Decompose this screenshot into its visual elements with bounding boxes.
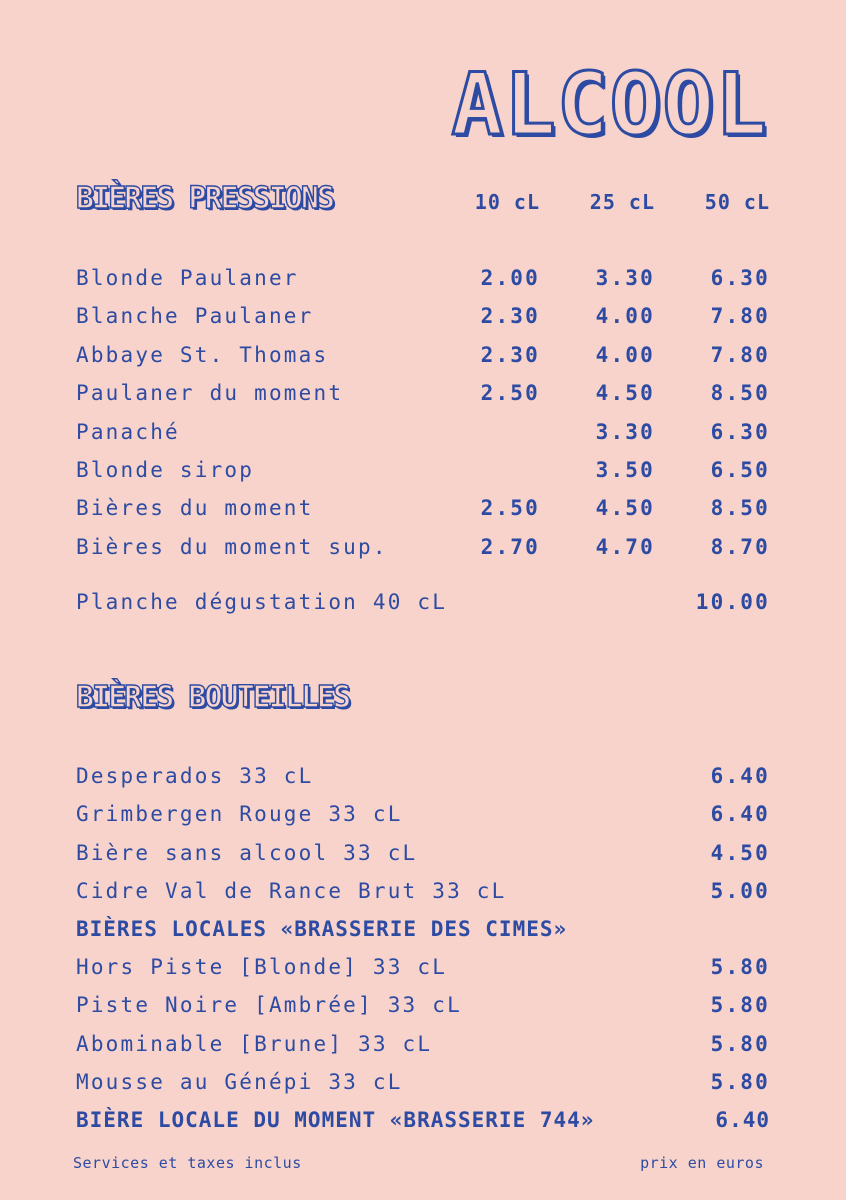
draft-row	[76, 266, 770, 296]
draft-row	[76, 343, 770, 373]
item-price: 5.00	[710, 879, 770, 904]
item-name: Abbaye St. Thomas	[76, 342, 329, 367]
local-row	[76, 1070, 770, 1100]
footer-taxes: Services et taxes inclus	[73, 1154, 302, 1172]
item-price: 6.40	[715, 1108, 770, 1132]
column-10cl: 10 cL	[474, 190, 540, 214]
price-25cl: 4.50	[595, 496, 655, 521]
item-price: 5.80	[710, 955, 770, 979]
item-name: Bière sans alcool 33 cL	[76, 840, 418, 865]
item-name: Paulaner du moment	[76, 381, 344, 406]
local-heading-text: BIÈRES LOCALES «BRASSERIE DES CIMES»	[76, 917, 568, 941]
price-10cl: 2.30	[480, 342, 540, 367]
price-10cl: 2.50	[480, 381, 540, 406]
item-name: Hors Piste [Blonde] 33 cL	[76, 955, 448, 979]
item-name: Mousse au Génépi 33 cL	[76, 1070, 403, 1095]
draft-row	[76, 496, 770, 526]
price-25cl: 4.50	[595, 381, 655, 406]
item-name: Panaché	[76, 419, 180, 444]
item-name: Planche dégustation 40 cL	[76, 590, 448, 614]
price-50cl: 7.80	[710, 304, 770, 329]
bottle-row	[76, 764, 770, 794]
item-price: 4.50	[710, 840, 770, 865]
price-50cl: 8.70	[710, 534, 770, 559]
bottled-beers-heading: BIÈRES BOUTEILLES	[76, 680, 350, 715]
price-25cl: 4.00	[595, 304, 655, 329]
special-row	[76, 1108, 770, 1138]
draft-row	[76, 304, 770, 334]
price-10cl: 2.50	[480, 496, 540, 521]
item-price: 5.80	[710, 993, 770, 1018]
price-10cl: 2.00	[480, 266, 540, 290]
item-name: Blanche Paulaner	[76, 304, 314, 329]
price-25cl: 3.30	[595, 266, 655, 290]
item-name: Bières du moment	[76, 496, 314, 521]
draft-row	[76, 535, 770, 565]
price-25cl: 3.30	[595, 419, 655, 444]
item-name: Piste Noire [Ambrée] 33 cL	[76, 993, 462, 1018]
draft-row	[76, 381, 770, 411]
item-price: 6.40	[710, 802, 770, 827]
item-name: Abominable [Brune] 33 cL	[76, 1031, 433, 1056]
price-50cl: 6.30	[710, 419, 770, 444]
item-name: Bières du moment sup.	[76, 534, 388, 559]
price-50cl: 6.30	[710, 266, 770, 290]
price-50cl: 7.80	[710, 342, 770, 367]
price-10cl: 2.30	[480, 304, 540, 329]
menu-title: ALCOOL	[451, 55, 768, 155]
price-25cl: 4.00	[595, 342, 655, 367]
column-25cl: 25 cL	[589, 190, 655, 214]
local-beers-heading	[76, 917, 770, 947]
column-50cl: 50 cL	[704, 190, 770, 214]
price-25cl: 4.70	[595, 534, 655, 559]
price-50cl: 8.50	[710, 381, 770, 406]
draft-beers-heading: BIÈRES PRESSIONS	[76, 181, 333, 216]
item-name: Blonde sirop	[76, 458, 255, 482]
tasting-row	[76, 590, 770, 620]
item-name: BIÈRE LOCALE DU MOMENT «BRASSERIE 744»	[76, 1108, 595, 1132]
item-name: Blonde Paulaner	[76, 266, 299, 290]
bottle-row	[76, 841, 770, 871]
item-name: Grimbergen Rouge 33 cL	[76, 802, 403, 827]
price-25cl: 3.50	[595, 458, 655, 482]
local-row	[76, 1032, 770, 1062]
item-name: Desperados 33 cL	[76, 764, 314, 788]
price-50cl: 8.50	[710, 496, 770, 521]
item-price: 10.00	[695, 590, 770, 614]
item-price: 5.80	[710, 1031, 770, 1056]
price-10cl: 2.70	[480, 534, 540, 559]
draft-row	[76, 420, 770, 450]
price-50cl: 6.50	[710, 458, 770, 482]
local-row	[76, 993, 770, 1023]
draft-row	[76, 458, 770, 488]
item-price: 5.80	[710, 1070, 770, 1095]
bottle-row	[76, 879, 770, 909]
local-row	[76, 955, 770, 985]
item-price: 6.40	[710, 764, 770, 788]
footer-currency: prix en euros	[640, 1154, 764, 1172]
bottle-row	[76, 802, 770, 832]
item-name: Cidre Val de Rance Brut 33 cL	[76, 879, 507, 904]
